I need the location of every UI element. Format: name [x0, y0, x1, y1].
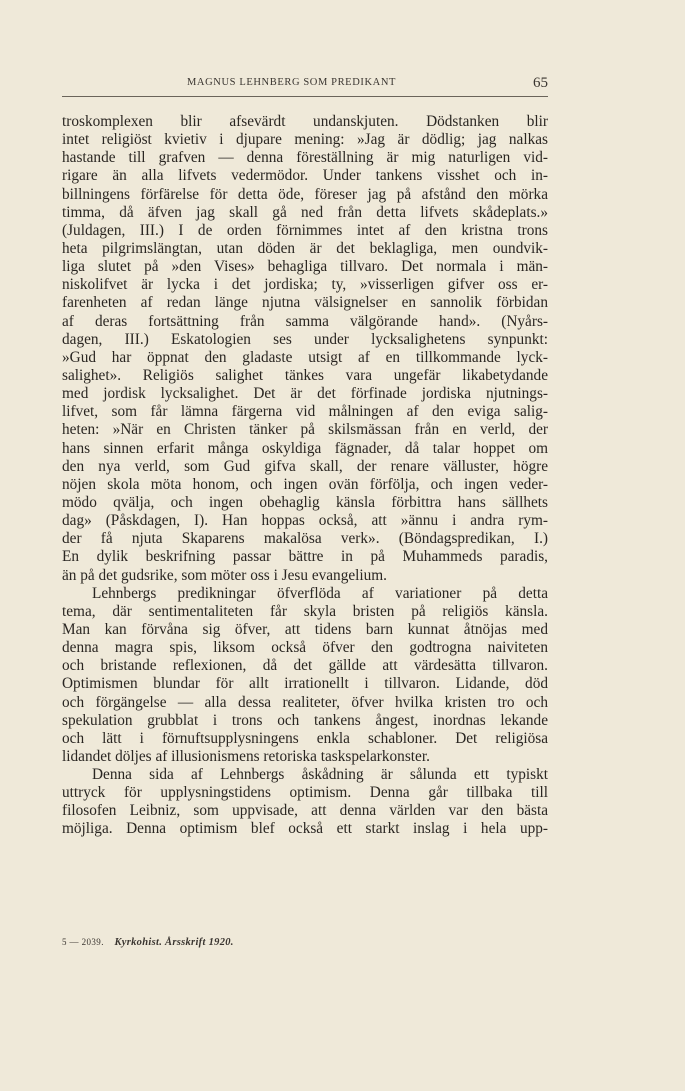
text-line: Lehnbergs predikningar öfverflöda af variationer på detta — [92, 584, 548, 602]
text-line: (Juldagen, III.) I de orden förnimmes intet af den kristna trons — [62, 221, 548, 239]
header-rule — [62, 96, 548, 97]
text-line: »Gud har öppnat den gladaste utsigt af en tillkommande lyck- — [62, 348, 548, 366]
running-title: MAGNUS LEHNBERG SOM PREDIKANT — [187, 77, 397, 88]
text-line: spekulation grubblat i trons och tankens ångest, inordnas lekande — [62, 711, 548, 729]
text-line: nöjen skola möta honom, och ingen ovän förfölja, och ingen veder- — [62, 475, 548, 493]
text-line: och förgängelse — alla dessa realiteter, öfver hvilka kristen tro och — [62, 693, 548, 711]
text-line: uttryck för upplysningstidens optimism. Denna går tillbaka till — [62, 784, 548, 802]
text-line: der få njuta Skaparens makalösa verk». (Böndagspredikan, I.) — [62, 530, 548, 548]
printer-signature: 5 — 2039. — [62, 937, 104, 947]
text-line: En dylik beskrifning passar bättre in på Muhammeds paradis, — [62, 548, 548, 566]
journal-citation: Kyrkohist. Årsskrift 1920. — [114, 937, 234, 948]
text-line: heta pilgrimslängtan, utan döden är det beklagliga, men oundvik- — [62, 239, 548, 257]
text-line: tema, där sentimentaliteten får skyla bristen på religiös känsla. — [62, 602, 548, 620]
running-head — [62, 75, 548, 95]
body-text — [62, 113, 548, 839]
text-line: Optimismen blundar för allt irrationellt i tillvaron. Lidande, död — [62, 675, 548, 693]
text-line: farenheten af redan länge njutna välsignelser en sannolik förbidan — [62, 294, 548, 312]
text-line: intet religiöst kvietiv i djupare mening: »Jag är dödlig; jag nalkas — [62, 131, 548, 149]
page-footer — [62, 937, 548, 948]
text-line: niskolifvet är lycka i det jordiska; ty, »visserligen gifver oss er- — [62, 276, 548, 294]
text-line: lidandet döljes af illusionismens retoriska taskspelarkonster. — [62, 747, 430, 765]
text-line: hastande till grafven — denna föreställning är mig naturligen vid- — [62, 149, 548, 167]
text-line: rigare än alla lifvets vedermödor. Under tankens visshet och in- — [62, 167, 548, 185]
text-line: salighet». Religiös salighet tänkes vara ungefär likabetydande — [62, 366, 548, 384]
text-line: möjliga. Denna optimism blef också ett starkt inslag i hela upp- — [62, 820, 548, 838]
text-line: dag» (Påskdagen, I). Han hoppas också, att »ännu i andra rym- — [62, 512, 548, 530]
text-line: mödo qvälja, och ingen obehaglig känsla förbittra hans sällhets — [62, 493, 548, 511]
text-line: Denna sida af Lehnbergs åskådning är sålunda ett typiskt — [92, 766, 548, 784]
text-line: lifvet, som får lämna färgerna vid målningen af den eviga salig- — [62, 403, 548, 421]
text-line: den nya verld, som Gud gifva skall, der renare välluster, högre — [62, 457, 548, 475]
text-line: med jordisk lycksalighet. Det är det förfinade jordiska njutnings- — [62, 385, 548, 403]
text-line: och bristande reflexionen, då det gällde att värdesätta tillvaron. — [62, 657, 548, 675]
text-line: troskomplexen blir afsevärdt undanskjuten. Dödstanken blir — [62, 113, 548, 130]
text-line: hans sinnen erfarit många oskyldiga fägnader, då talar hoppet om — [62, 439, 548, 457]
text-line: dagen, III.) Eskatologien ses under lycksalighetens synpunkt: — [62, 330, 548, 348]
text-line: timma, då äfven jag skall gå ned från detta lifvets skådeplats.» — [62, 203, 548, 221]
text-line: af deras fortsättning från samma välgörande hand». (Nyårs- — [62, 312, 548, 330]
text-line: filosofen Leibniz, som uppvisade, att denna världen var den bästa — [62, 802, 548, 820]
page-number: 65 — [533, 75, 548, 91]
text-line: billningens förfärelse för detta öde, föreser jag på afstånd den mörka — [62, 185, 548, 203]
text-line: liga slutet på »den Vises» behagliga tillvaro. Det normala i män- — [62, 258, 548, 276]
text-line: denna magra spis, liksom också öfver den godtrogna naiviteten — [62, 639, 548, 657]
text-line: Man kan förvåna sig öfver, att tidens barn kunnat åtnöjas med — [62, 620, 548, 638]
text-line: och lätt i förnuftsupplysningens enkla schabloner. Det religiösa — [62, 729, 548, 747]
text-line: än på det gudsrike, som möter oss i Jesu evangelium. — [62, 566, 387, 584]
text-line: heten: »När en Christen tänker på skilsmässan från en verld, der — [62, 421, 548, 439]
